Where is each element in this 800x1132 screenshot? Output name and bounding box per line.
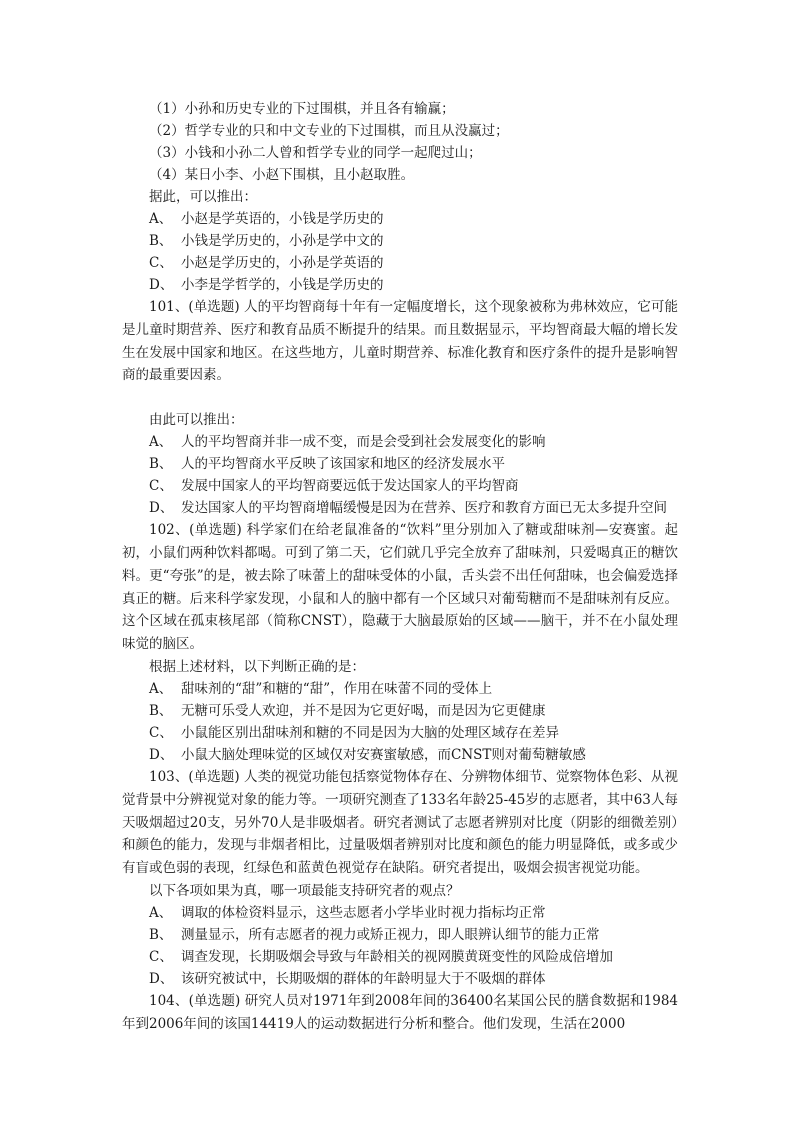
q103-option-d xyxy=(122,968,678,990)
option-text: 小赵是学英语的，小钱是学历史的 xyxy=(181,211,384,227)
option-letter: A、 xyxy=(149,211,173,227)
option-text: 该研究被试中，长期吸烟的群体的年龄明显大于不吸烟的群体 xyxy=(181,970,546,987)
option-text: 调取的体检资料显示，这些志愿者小学毕业时视力指标均正常 xyxy=(181,904,546,921)
option-a xyxy=(122,208,678,230)
option-text: 调查发现，长期吸烟会导致与年龄相关的视网膜黄斑变性的风险成倍增加 xyxy=(181,948,613,965)
q101-option-a xyxy=(122,431,678,453)
option-text: 小鼠大脑处理味觉的区域仅对安赛蜜敏感，而CNST则对葡萄糖敏感 xyxy=(181,746,586,763)
condition-1: （1）小孙和历史专业的下过围棋，并且各有输赢； xyxy=(149,101,455,117)
q102-option-a xyxy=(122,678,678,700)
document-body xyxy=(122,98,678,1036)
option-text: 发展中国家人的平均智商要远低于发达国家人的平均智商 xyxy=(181,478,519,495)
question-101-stem: 101、(单选题) 人的平均智商每十年有一定幅度增长，这个现象被称为弗林效应，它可能是儿童时期营养、医疗和教育品质不断提升的结果。而且数据显示，平均智商最大幅的增长发生在发展中国家和地区。在这些地方，儿童时期营养、标准化教育和医疗条件的提升是影响智商的最重要因素。 xyxy=(122,299,678,384)
q102-option-b xyxy=(122,700,678,722)
option-letter: A、 xyxy=(149,904,173,921)
option-letter: D、 xyxy=(149,746,174,763)
question-104-stem: 104、(单选题) 研究人员对1971年到2008年间的36400名某国公民的膳食数据和1984年到2006年间的该国14419人的运动数据进行分析和整合。他们发现，生活在2000 xyxy=(122,992,678,1032)
question-102-stem: 102、(单选题) 科学家们在给老鼠准备的“饮料”里分别加入了糖或甜味剂—安赛蜜。起初，小鼠们两种饮料都喝。可到了第二天，它们就几乎完全放弃了甜味剂，只爱喝真正的糖饮料。更“夸张”的是，被去除了味蕾上的甜味受体的小鼠，舌头尝不出任何甜味，也会偏爱选择真正的糖。后来科学家发现，小鼠和人的脑中都有一个区域只对葡萄糖而不是甜味剂有反应。这个区域在孤束核尾部（简称CNST），隐藏于大脑最原始的区域——脑干，并不在小鼠处理味觉的脑区。 xyxy=(122,522,678,653)
option-letter: D、 xyxy=(149,970,174,987)
option-text: 人的平均智商水平反映了该国家和地区的经济发展水平 xyxy=(181,456,505,473)
option-text: 无糖可乐受人欢迎，并不是因为它更好喝，而是因为它更健康 xyxy=(181,702,546,719)
option-text: 小钱是学历史的，小孙是学中文的 xyxy=(181,233,384,249)
q101-option-d xyxy=(122,497,678,519)
q102-option-d xyxy=(122,744,678,766)
option-text: 测量显示，所有志愿者的视力或矫正视力，即人眼辨认细节的能力正常 xyxy=(181,926,600,943)
option-letter: D、 xyxy=(149,500,174,517)
spacer xyxy=(122,387,678,409)
q101-option-c xyxy=(122,475,678,497)
option-text: 人的平均智商并非一成不变，而是会受到社会发展变化的影响 xyxy=(181,434,546,451)
q103-option-a xyxy=(122,902,678,924)
option-letter: B、 xyxy=(149,456,173,473)
question-101-prompt: 由此可以推出： xyxy=(149,412,244,429)
condition-3: （3）小钱和小孙二人曾和哲学专业的同学一起爬过山； xyxy=(149,145,482,161)
option-d xyxy=(122,274,678,296)
question-102-prompt: 根据上述材料，以下判断正确的是： xyxy=(149,658,365,675)
q102-option-c xyxy=(122,722,678,744)
q103-option-c xyxy=(122,946,678,968)
option-letter: B、 xyxy=(149,233,173,249)
option-letter: A、 xyxy=(149,434,173,451)
option-text: 小李是学哲学的，小钱是学历史的 xyxy=(181,277,384,293)
option-text: 小赵是学历史的，小孙是学英语的 xyxy=(181,255,384,271)
q103-option-b xyxy=(122,924,678,946)
option-letter: A、 xyxy=(149,680,173,697)
question-103-prompt: 以下各项如果为真，哪一项最能支持研究者的观点？ xyxy=(149,882,460,899)
option-letter: C、 xyxy=(149,478,173,495)
option-text: 甜味剂的“甜”和糖的“甜”，作用在味蕾不同的受体上 xyxy=(181,680,493,697)
condition-2: （2）哲学专业的只和中文专业的下过围棋，而且从没赢过； xyxy=(149,123,509,139)
option-letter: B、 xyxy=(149,702,173,719)
question-prompt: 据此，可以推出： xyxy=(149,189,257,205)
option-text: 发达国家人的平均智商增幅缓慢是因为在营养、医疗和教育方面已无太多提升空间 xyxy=(181,500,667,517)
option-letter: C、 xyxy=(149,948,173,965)
option-letter: C、 xyxy=(149,724,173,741)
option-b xyxy=(122,230,678,252)
option-c xyxy=(122,252,678,274)
option-letter: D、 xyxy=(149,277,174,293)
option-text: 小鼠能区别出甜味剂和糖的不同是因为大脑的处理区域存在差异 xyxy=(181,724,559,741)
q101-option-b xyxy=(122,453,678,475)
question-103-stem: 103、(单选题) 人类的视觉功能包括察觉物体存在、分辨物体细节、觉察物体色彩、从视觉背景中分辨视觉对象的能力等。一项研究测查了133名年龄25-45岁的志愿者，其中63人每天吸烟超过20支，另外70人是非吸烟者。研究者测试了志愿者辨别对比度（阴影的细微差别）和颜色的能力，发现与非烟者相比，过量吸烟者辨别对比度和颜色的能力明显降低，或多或少有盲或色弱的表现，红绿色和蓝黄色视觉存在缺陷。研究者提出，吸烟会损害视觉功能。 xyxy=(122,768,678,877)
option-letter: B、 xyxy=(149,926,173,943)
condition-4: （4）某日小李、小赵下围棋，且小赵取胜。 xyxy=(149,167,415,183)
option-letter: C、 xyxy=(149,255,173,271)
